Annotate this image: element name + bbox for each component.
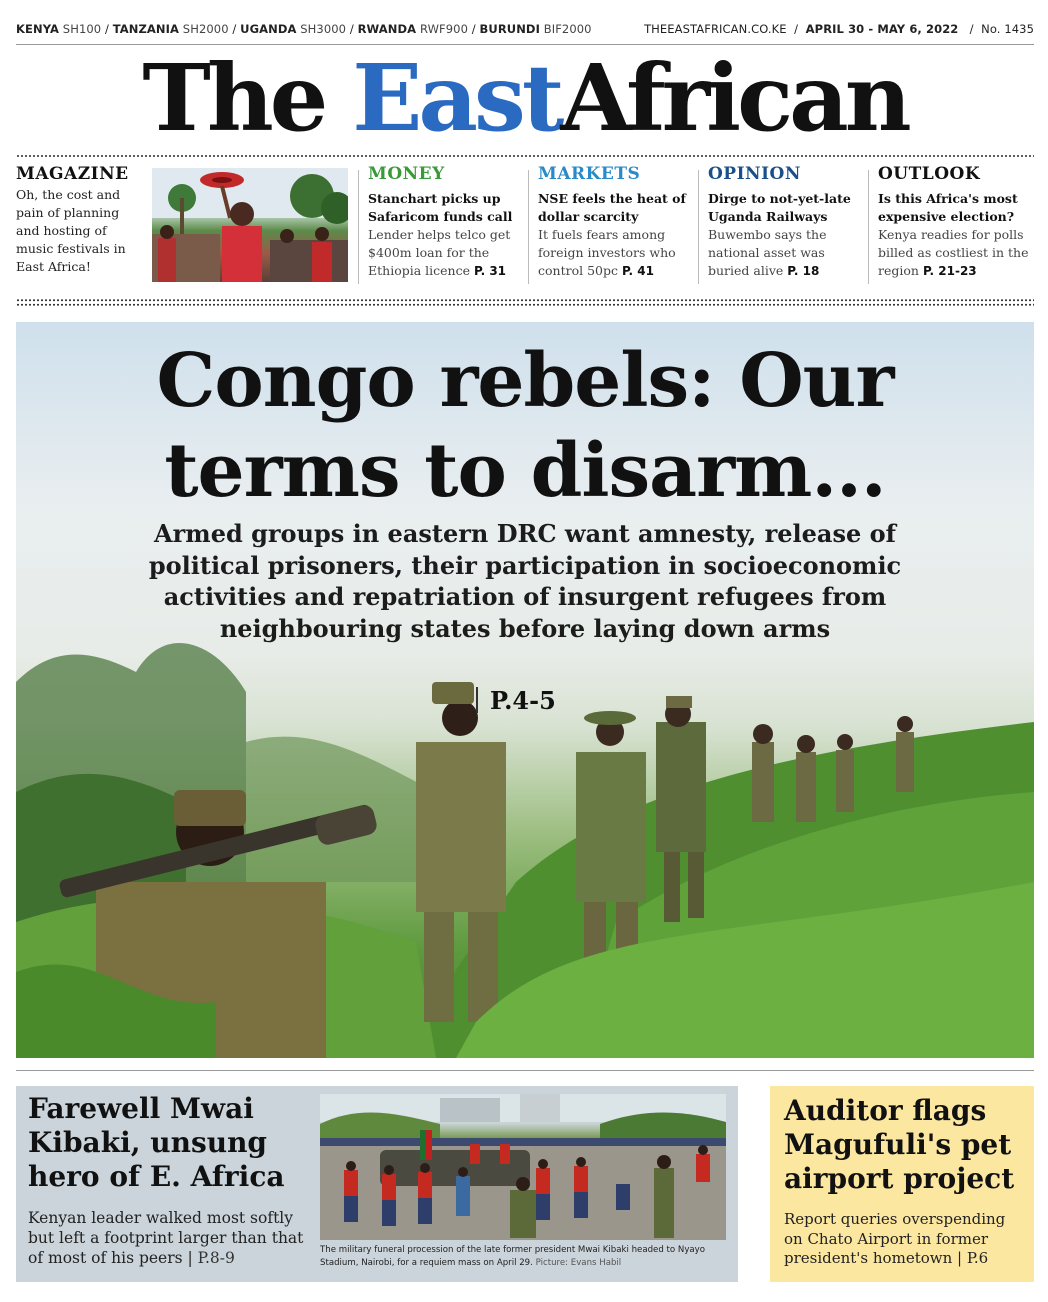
section-kicker: OUTLOOK bbox=[878, 164, 981, 184]
price-country: TANZANIA bbox=[112, 22, 180, 36]
price-value: RWF900 bbox=[419, 22, 469, 36]
magufuli-airport-story[interactable] bbox=[770, 1086, 1034, 1282]
website-link[interactable]: THEEASTAFRICAN.CO.KE bbox=[644, 22, 787, 36]
teaser-body: It fuels fears among foreign investors who control 50pc bbox=[538, 227, 676, 278]
section-kicker: MAGAZINE bbox=[16, 164, 129, 184]
teaser-magazine[interactable] bbox=[16, 164, 142, 288]
price-country: RWANDA bbox=[357, 22, 417, 36]
lead-story[interactable] bbox=[16, 322, 1034, 1058]
masthead-logo[interactable] bbox=[16, 46, 1034, 150]
column-rule bbox=[528, 170, 529, 284]
price-country: UGANDA bbox=[240, 22, 297, 36]
price-value: SH3000 bbox=[300, 22, 347, 36]
divider bbox=[16, 1070, 1034, 1071]
teaser-strip bbox=[16, 164, 1034, 288]
lead-headline-line: Congo rebels: Our bbox=[156, 338, 894, 424]
price-strip bbox=[16, 18, 1034, 40]
price-value: BIF2000 bbox=[543, 22, 592, 36]
story-headline: Farewell Mwai Kibaki, unsung hero of E. Africa bbox=[28, 1092, 285, 1193]
procession-illustration bbox=[320, 1094, 726, 1240]
cover-prices: KENYA SH100 / TANZANIA SH2000 / UGANDA SH3000 / RWANDA RWF900 / BURUNDI BIF2000 bbox=[16, 22, 592, 36]
story-body: Report queries overspending on Chato Airport in former president's hometown | P.6 bbox=[784, 1210, 1006, 1267]
story-body: Kenyan leader walked most softly but left a footprint larger than that of most of his peers | P.8-9 bbox=[28, 1209, 304, 1267]
photo-caption bbox=[320, 1244, 730, 1270]
column-rule bbox=[868, 170, 869, 284]
teaser-money[interactable] bbox=[368, 164, 528, 288]
price-value: SH2000 bbox=[182, 22, 229, 36]
page-ref: P. 21-23 bbox=[922, 264, 977, 278]
magazine-photo[interactable] bbox=[152, 168, 348, 282]
section-kicker: MONEY bbox=[368, 164, 445, 184]
lead-headline bbox=[16, 336, 1034, 516]
logo-the: The bbox=[142, 44, 353, 152]
issue-number: No. 1435 bbox=[981, 22, 1034, 36]
dotted-divider bbox=[16, 298, 1034, 307]
page-ref-text: P.4-5 bbox=[490, 686, 556, 715]
section-kicker: MARKETS bbox=[538, 164, 641, 184]
logo-east: East bbox=[352, 44, 561, 152]
funeral-procession-photo[interactable] bbox=[320, 1094, 726, 1240]
teaser-opinion[interactable] bbox=[708, 164, 868, 288]
kibaki-story[interactable] bbox=[16, 1086, 738, 1282]
price-country: KENYA bbox=[16, 22, 60, 36]
page-ref: P.8-9 bbox=[197, 1249, 235, 1267]
teaser-body: Lender helps telco get $400m loan for the Ethiopia licence bbox=[368, 227, 511, 278]
teaser-outlook[interactable] bbox=[878, 164, 1034, 288]
logo-african: African bbox=[560, 44, 908, 152]
photo-credit: Picture: Evans Habil bbox=[535, 1258, 622, 1268]
teaser-headline: Stanchart picks up Safaricom funds call bbox=[368, 191, 513, 224]
story-headline: Auditor flags Magufuli's pet airport project bbox=[784, 1094, 1015, 1195]
teaser-body: Oh, the cost and pain of planning and hosting of music festivals in East Africa! bbox=[16, 187, 126, 274]
story-body-text: Kenyan leader walked most softly but left a footprint larger than that of most of his peers bbox=[28, 1209, 304, 1267]
page-ref: P. 41 bbox=[621, 264, 654, 278]
teaser-headline: NSE feels the heat of dollar scarcity bbox=[538, 191, 686, 224]
issue-info: THEEASTAFRICAN.CO.KE / APRIL 30 - MAY 6, 2022 / No. 1435 bbox=[644, 22, 1034, 36]
page-ref-bar bbox=[476, 687, 478, 713]
teaser-markets[interactable] bbox=[538, 164, 698, 288]
lead-page-ref bbox=[476, 684, 556, 718]
teaser-body: Buwembo says the national asset was buried alive bbox=[708, 227, 827, 278]
teaser-headline: Is this Africa's most expensive election? bbox=[878, 191, 1018, 224]
page-ref: P. 18 bbox=[787, 264, 820, 278]
teaser-headline: Dirge to not-yet-late Uganda Railways bbox=[708, 191, 851, 224]
column-rule bbox=[358, 170, 359, 284]
price-country: BURUNDI bbox=[479, 22, 540, 36]
column-rule bbox=[698, 170, 699, 284]
teaser-body: Kenya readies for polls billed as costliest in the region bbox=[878, 227, 1029, 278]
price-value: SH100 bbox=[62, 22, 102, 36]
page-ref: P.6 bbox=[966, 1249, 989, 1267]
festival-crowd-illustration bbox=[152, 168, 348, 282]
section-kicker: OPINION bbox=[708, 164, 801, 184]
dotted-divider bbox=[16, 154, 1034, 158]
page-ref: P. 31 bbox=[473, 264, 507, 278]
story-body-text: Report queries overspending on Chato Airport in former president's hometown bbox=[784, 1210, 1006, 1267]
caption-text: The military funeral procession of the late former president Mwai Kibaki headed to Nyayo Stadium, Nairobi, for a requiem mass on April 29. bbox=[320, 1245, 706, 1268]
lead-deck: Armed groups in eastern DRC want amnesty, release of political prisoners, their participation in socioeconomic activities and repatriation of insurgent refugees from neighbouring states before laying down arms bbox=[148, 519, 902, 643]
issue-date: APRIL 30 - MAY 6, 2022 bbox=[805, 22, 959, 36]
lead-headline-line: terms to disarm... bbox=[164, 428, 886, 514]
